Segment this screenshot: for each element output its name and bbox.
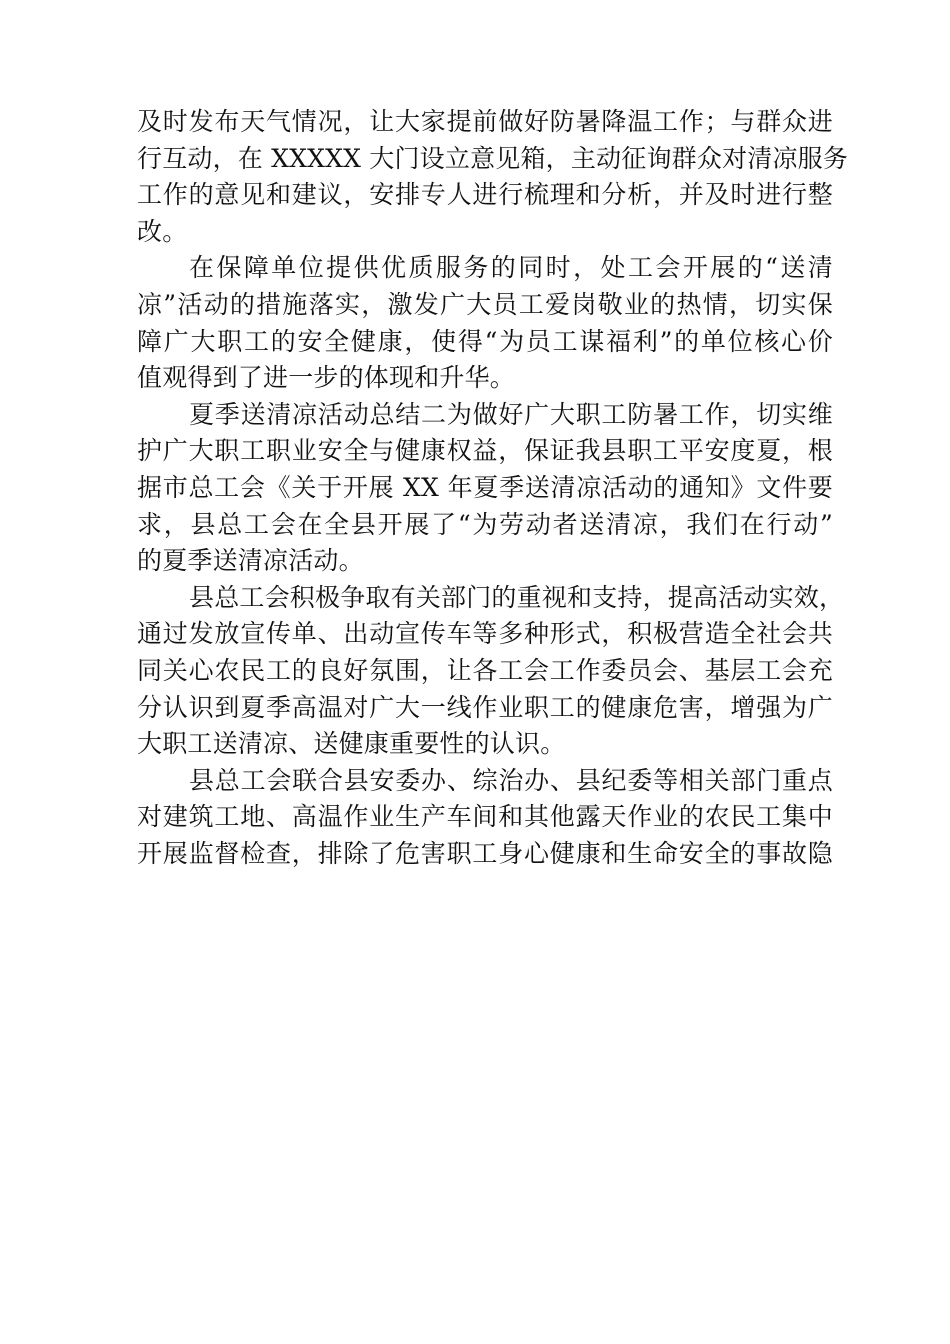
text-line: 县总工会积极争取有关部门的重视和支持，提高活动实效， [189, 582, 845, 612]
text-line: 及时发布天气情况，让大家提前做好防暑降温工作；与群众进 [137, 107, 833, 136]
text-line: 县总工会联合县安委办、综治办、县纪委等相关部门重点 [189, 765, 833, 795]
text-line: 对建筑工地、高温作业生产车间和其他露天作业的农民工集中 [137, 802, 833, 832]
text-line: 通过发放宣传单、出动宣传车等多种形式，积极营造全社会共 [137, 619, 833, 649]
text-line: 值观得到了进一步的体现和升华。 [137, 363, 516, 393]
text-line: 夏季送清凉活动总结二为做好广大职工防暑工作，切实维 [189, 399, 833, 429]
text-line: 凉”活动的措施落实，激发广大员工爱岗敬业的热情，切实保 [137, 289, 833, 319]
document-body [137, 104, 849, 872]
text-line: 同关心农民工的良好氛围，让各工会工作委员会、基层工会充 [137, 655, 833, 685]
text-line: 行互动，在 XXXXX 大门设立意见箱，主动征询群众对清凉服务 [137, 143, 849, 173]
text-line: 开展监督检查，排除了危害职工身心健康和生命安全的事故隐 [137, 838, 833, 868]
text-line: 据市总工会《关于开展 XX 年夏季送清凉活动的通知》文件要 [137, 472, 833, 502]
paragraph-5 [137, 763, 833, 873]
text-line: 大职工送清凉、送健康重要性的认识。 [137, 729, 566, 759]
text-line: 分认识到夏季高温对广大一线作业职工的健康危害，增强为广 [137, 692, 833, 722]
paragraph-2 [137, 250, 833, 396]
text-line: 改。 [137, 216, 188, 246]
text-line: 在保障单位提供优质服务的同时，处工会开展的“送清 [189, 253, 833, 283]
text-line: 工作的意见和建议，安排专人进行梳理和分析，并及时进行整 [137, 180, 833, 210]
text-line: 的夏季送清凉活动。 [137, 546, 364, 576]
paragraph-1 [137, 104, 849, 250]
paragraph-4 [137, 580, 845, 763]
text-line: 障广大职工的安全健康，使得“为员工谋福利”的单位核心价 [137, 326, 833, 356]
text-line: 护广大职工职业安全与健康权益，保证我县职工平安度夏，根 [137, 436, 833, 466]
paragraph-3 [137, 397, 833, 580]
text-line: 求，县总工会在全县开展了“为劳动者送清凉，我们在行动” [137, 509, 833, 539]
